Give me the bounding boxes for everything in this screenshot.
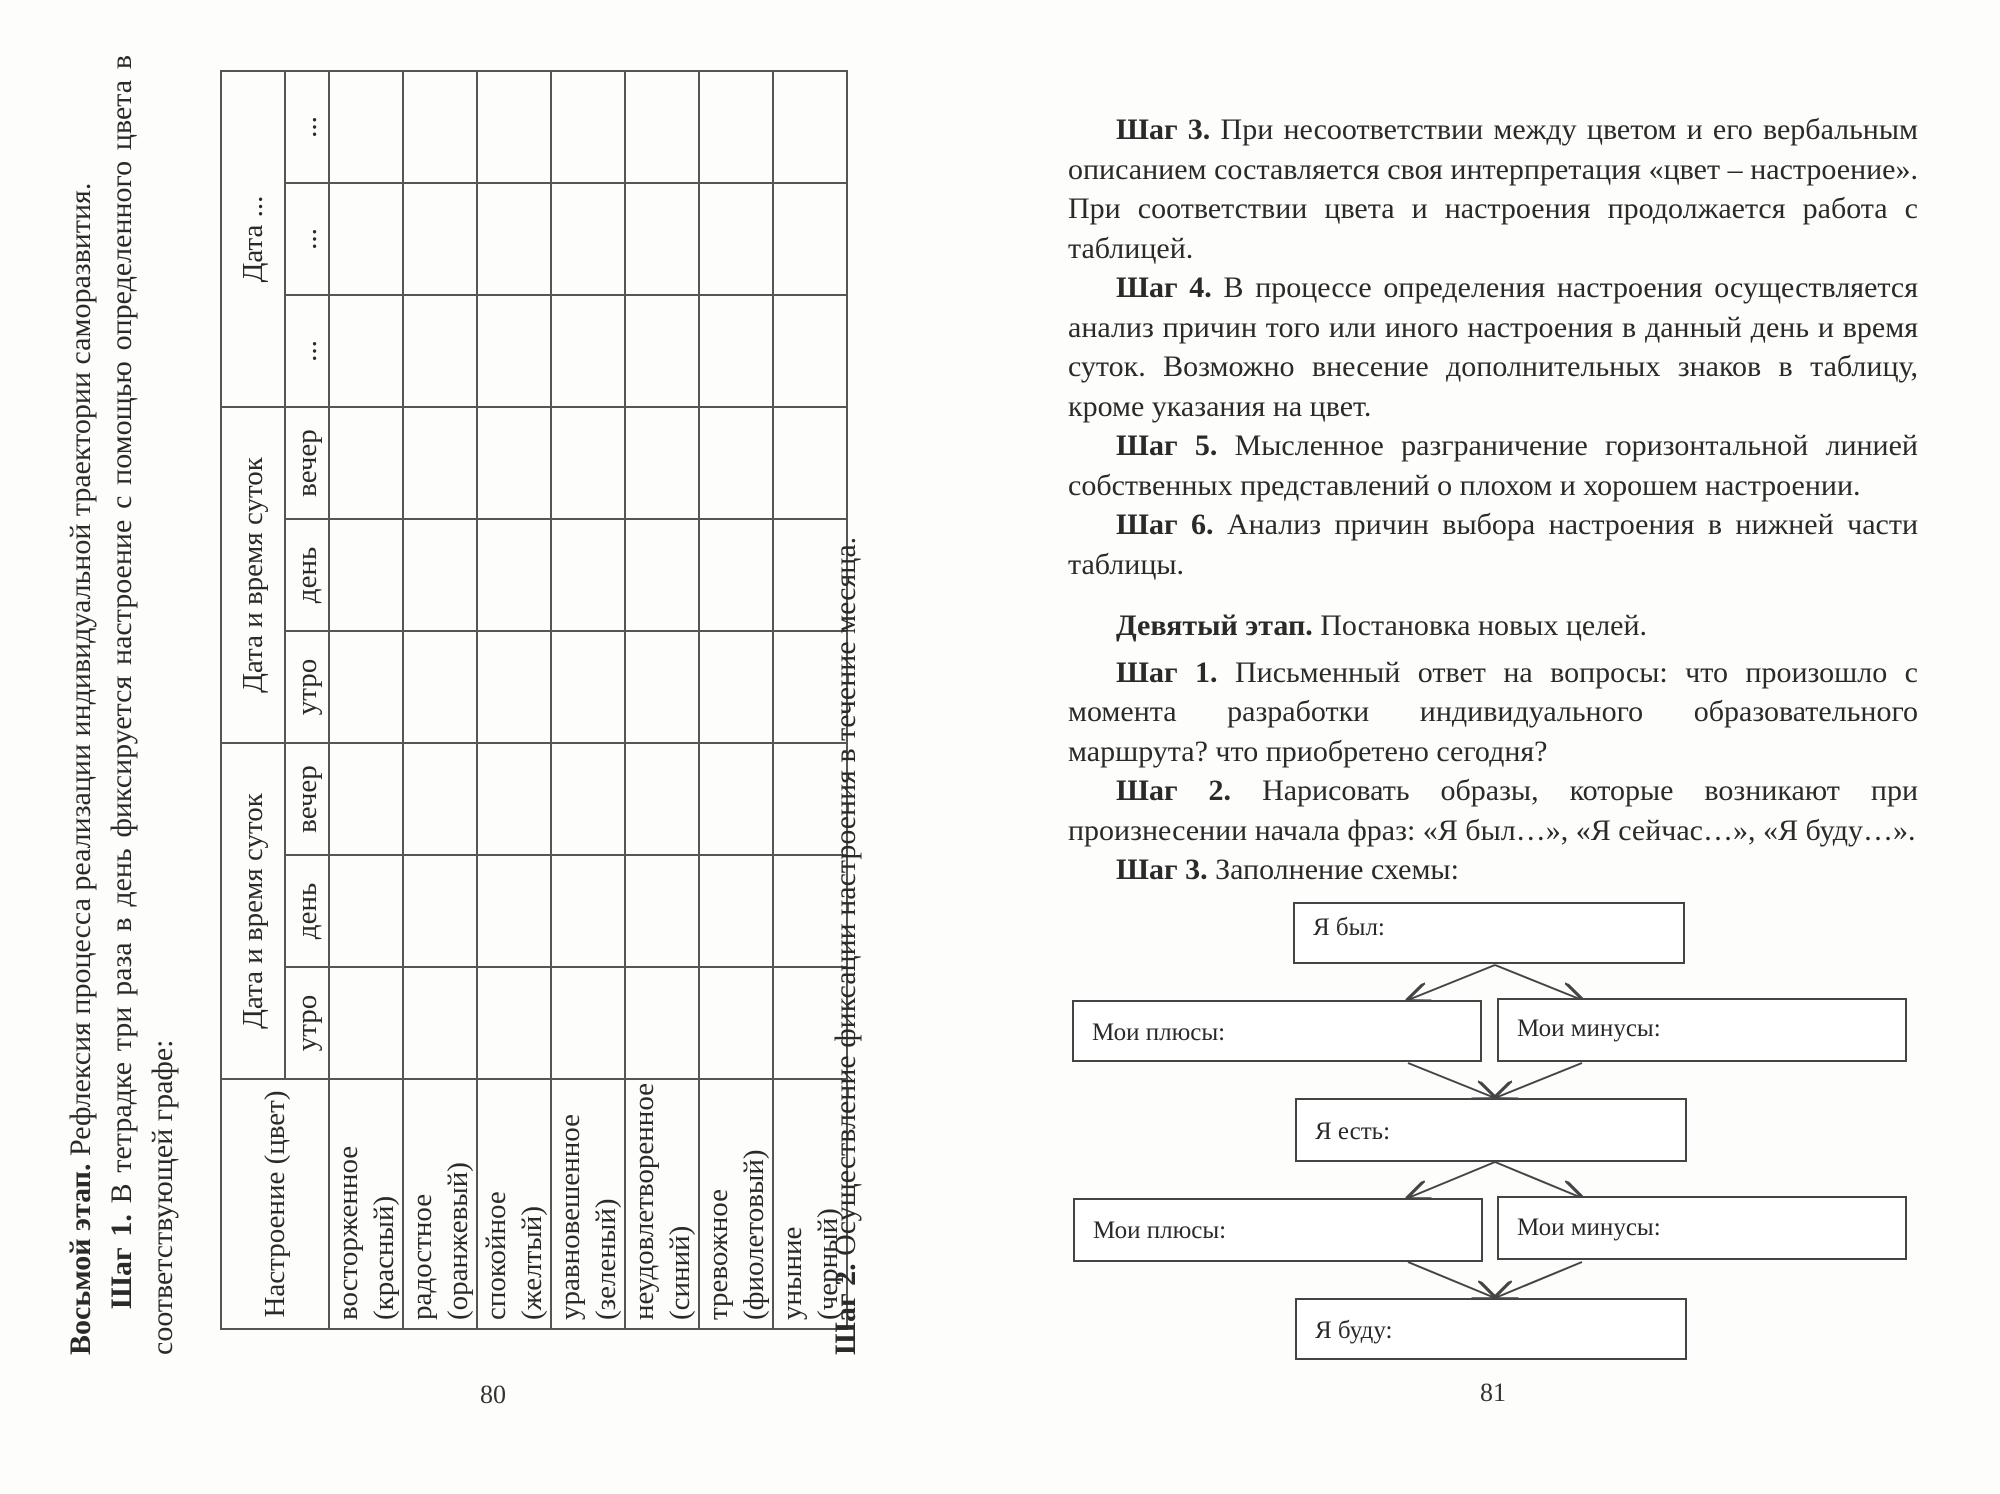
mood-label: уныние [776, 1226, 808, 1320]
scheme-box-is: Я есть: [1295, 1098, 1687, 1162]
arrow-was-to-minus [1495, 965, 1582, 1000]
step2-text: Осуществление фиксации настроения в течение месяца. [829, 536, 862, 1256]
stage9-step3-label: Шаг 3. [1116, 853, 1208, 886]
mood-label: спокойное [480, 1191, 512, 1320]
stage9-step3-text: Заполнение схемы: [1215, 853, 1459, 886]
time-ellipsis-1: ... [285, 295, 329, 407]
step5-label: Шаг 5. [1116, 429, 1218, 462]
stage9-text: Постановка новых целей. [1320, 609, 1648, 642]
mood-color: (черный) [812, 1208, 844, 1320]
step3-text: При несоответствии между цветом и его вербальным описанием составляется своя интерпретация «цвет – настроение». При соответствии цвета и настроения продолжается работа с таблицей. [1068, 113, 1918, 265]
time-ellipsis-3: ... [285, 71, 329, 183]
mood-color: (красный) [368, 1195, 400, 1320]
mood-color: (желтый) [516, 1206, 548, 1320]
mood-label: радостное [406, 1193, 438, 1320]
date-group-header-2: Дата и время суток [221, 407, 285, 743]
step5-text: Мысленное разграничение горизонтальной линией собственных представлений о плохом и хорошем настроении. [1068, 429, 1918, 502]
arrow-is-to-plus [1408, 1162, 1495, 1198]
date-group-header-1: Дата и время суток [221, 743, 285, 1079]
time-ellipsis-2: ... [285, 183, 329, 295]
mood-label: восторженное [332, 1145, 364, 1320]
time-morning-2: утро [285, 631, 329, 743]
page-number-left: 80 [480, 1380, 506, 1409]
mood-color: (оранжевый) [442, 1162, 474, 1320]
page-number-right: 81 [1480, 1378, 1506, 1407]
arrow-minus-to-will [1495, 1262, 1582, 1298]
arrow-plus-to-is [1408, 1063, 1495, 1098]
time-morning-1: утро [285, 967, 329, 1079]
step3-label: Шаг 3. [1116, 113, 1211, 146]
scheme-box-minus-1: Мои минусы: [1497, 998, 1907, 1062]
mood-column-header: Настроение (цвет) [221, 1079, 329, 1329]
scheme-box-was: Я был: [1293, 902, 1685, 964]
time-evening-1: вечер [285, 743, 329, 855]
scheme-box-will: Я буду: [1295, 1298, 1687, 1360]
stage8-text: Рефлексия процесса реализации индивидуальной траектории саморазвития. [64, 182, 97, 1157]
mood-color: (зеленый) [590, 1198, 622, 1320]
stage8-title: Восьмой этап. [64, 1163, 97, 1355]
arrow-was-to-plus [1408, 965, 1495, 1000]
mood-label: уравновешенное [554, 1114, 586, 1320]
scheme-box-plus-2: Мои плюсы: [1073, 1198, 1483, 1262]
mood-color: (синий) [664, 1225, 696, 1320]
time-day-2: день [285, 519, 329, 631]
arrow-is-to-minus [1495, 1162, 1582, 1198]
step1-text: В тетрадке три раза в день фиксируется настроение с помощью определенного цвета в соответствующей графе: [105, 55, 179, 1355]
step4-label: Шаг 4. [1116, 271, 1212, 304]
step4-text: В процессе определения настроения осуществляется анализ причин того или иного настроения в данный день и время суток. Возможно внесение дополнительных знаков в таблицу, кроме указания на цвет. [1068, 271, 1918, 423]
stage9-step1-text: Письменный ответ на вопросы: что произошло с момента разработки индивидуального образовательного маршрута? что приобретено сегодня? [1068, 655, 1918, 768]
stage9-title: Девятый этап. [1116, 609, 1313, 642]
time-evening-2: вечер [285, 407, 329, 519]
stage9-step1-label: Шаг 1. [1116, 655, 1218, 689]
scheme-box-minus-2: Мои минусы: [1497, 1196, 1907, 1260]
arrow-minus-to-is [1495, 1063, 1582, 1098]
time-day-1: день [285, 855, 329, 967]
mood-color: (фиолетовый) [738, 1149, 770, 1320]
step1-label: Шаг 1. [105, 1214, 138, 1309]
stage9-step2-label: Шаг 2. [1116, 774, 1232, 807]
step2-label: Шаг 2. [829, 1263, 862, 1355]
mood-label: тревожное [702, 1189, 734, 1320]
mood-label: неудовлетворенное [628, 1082, 660, 1320]
step6-text: Анализ причин выбора настроения в нижней части таблицы. [1068, 508, 1918, 581]
arrow-plus-to-will [1408, 1262, 1495, 1298]
date-group-header-3: Дата ... [221, 71, 285, 407]
scheme-box-plus-1: Мои плюсы: [1072, 1000, 1482, 1062]
stage9-step2-text: Нарисовать образы, которые возникают при произнесении начала фраз: «Я был…», «Я сейчас…», «Я буду…». [1068, 774, 1918, 847]
step6-label: Шаг 6. [1116, 508, 1214, 541]
